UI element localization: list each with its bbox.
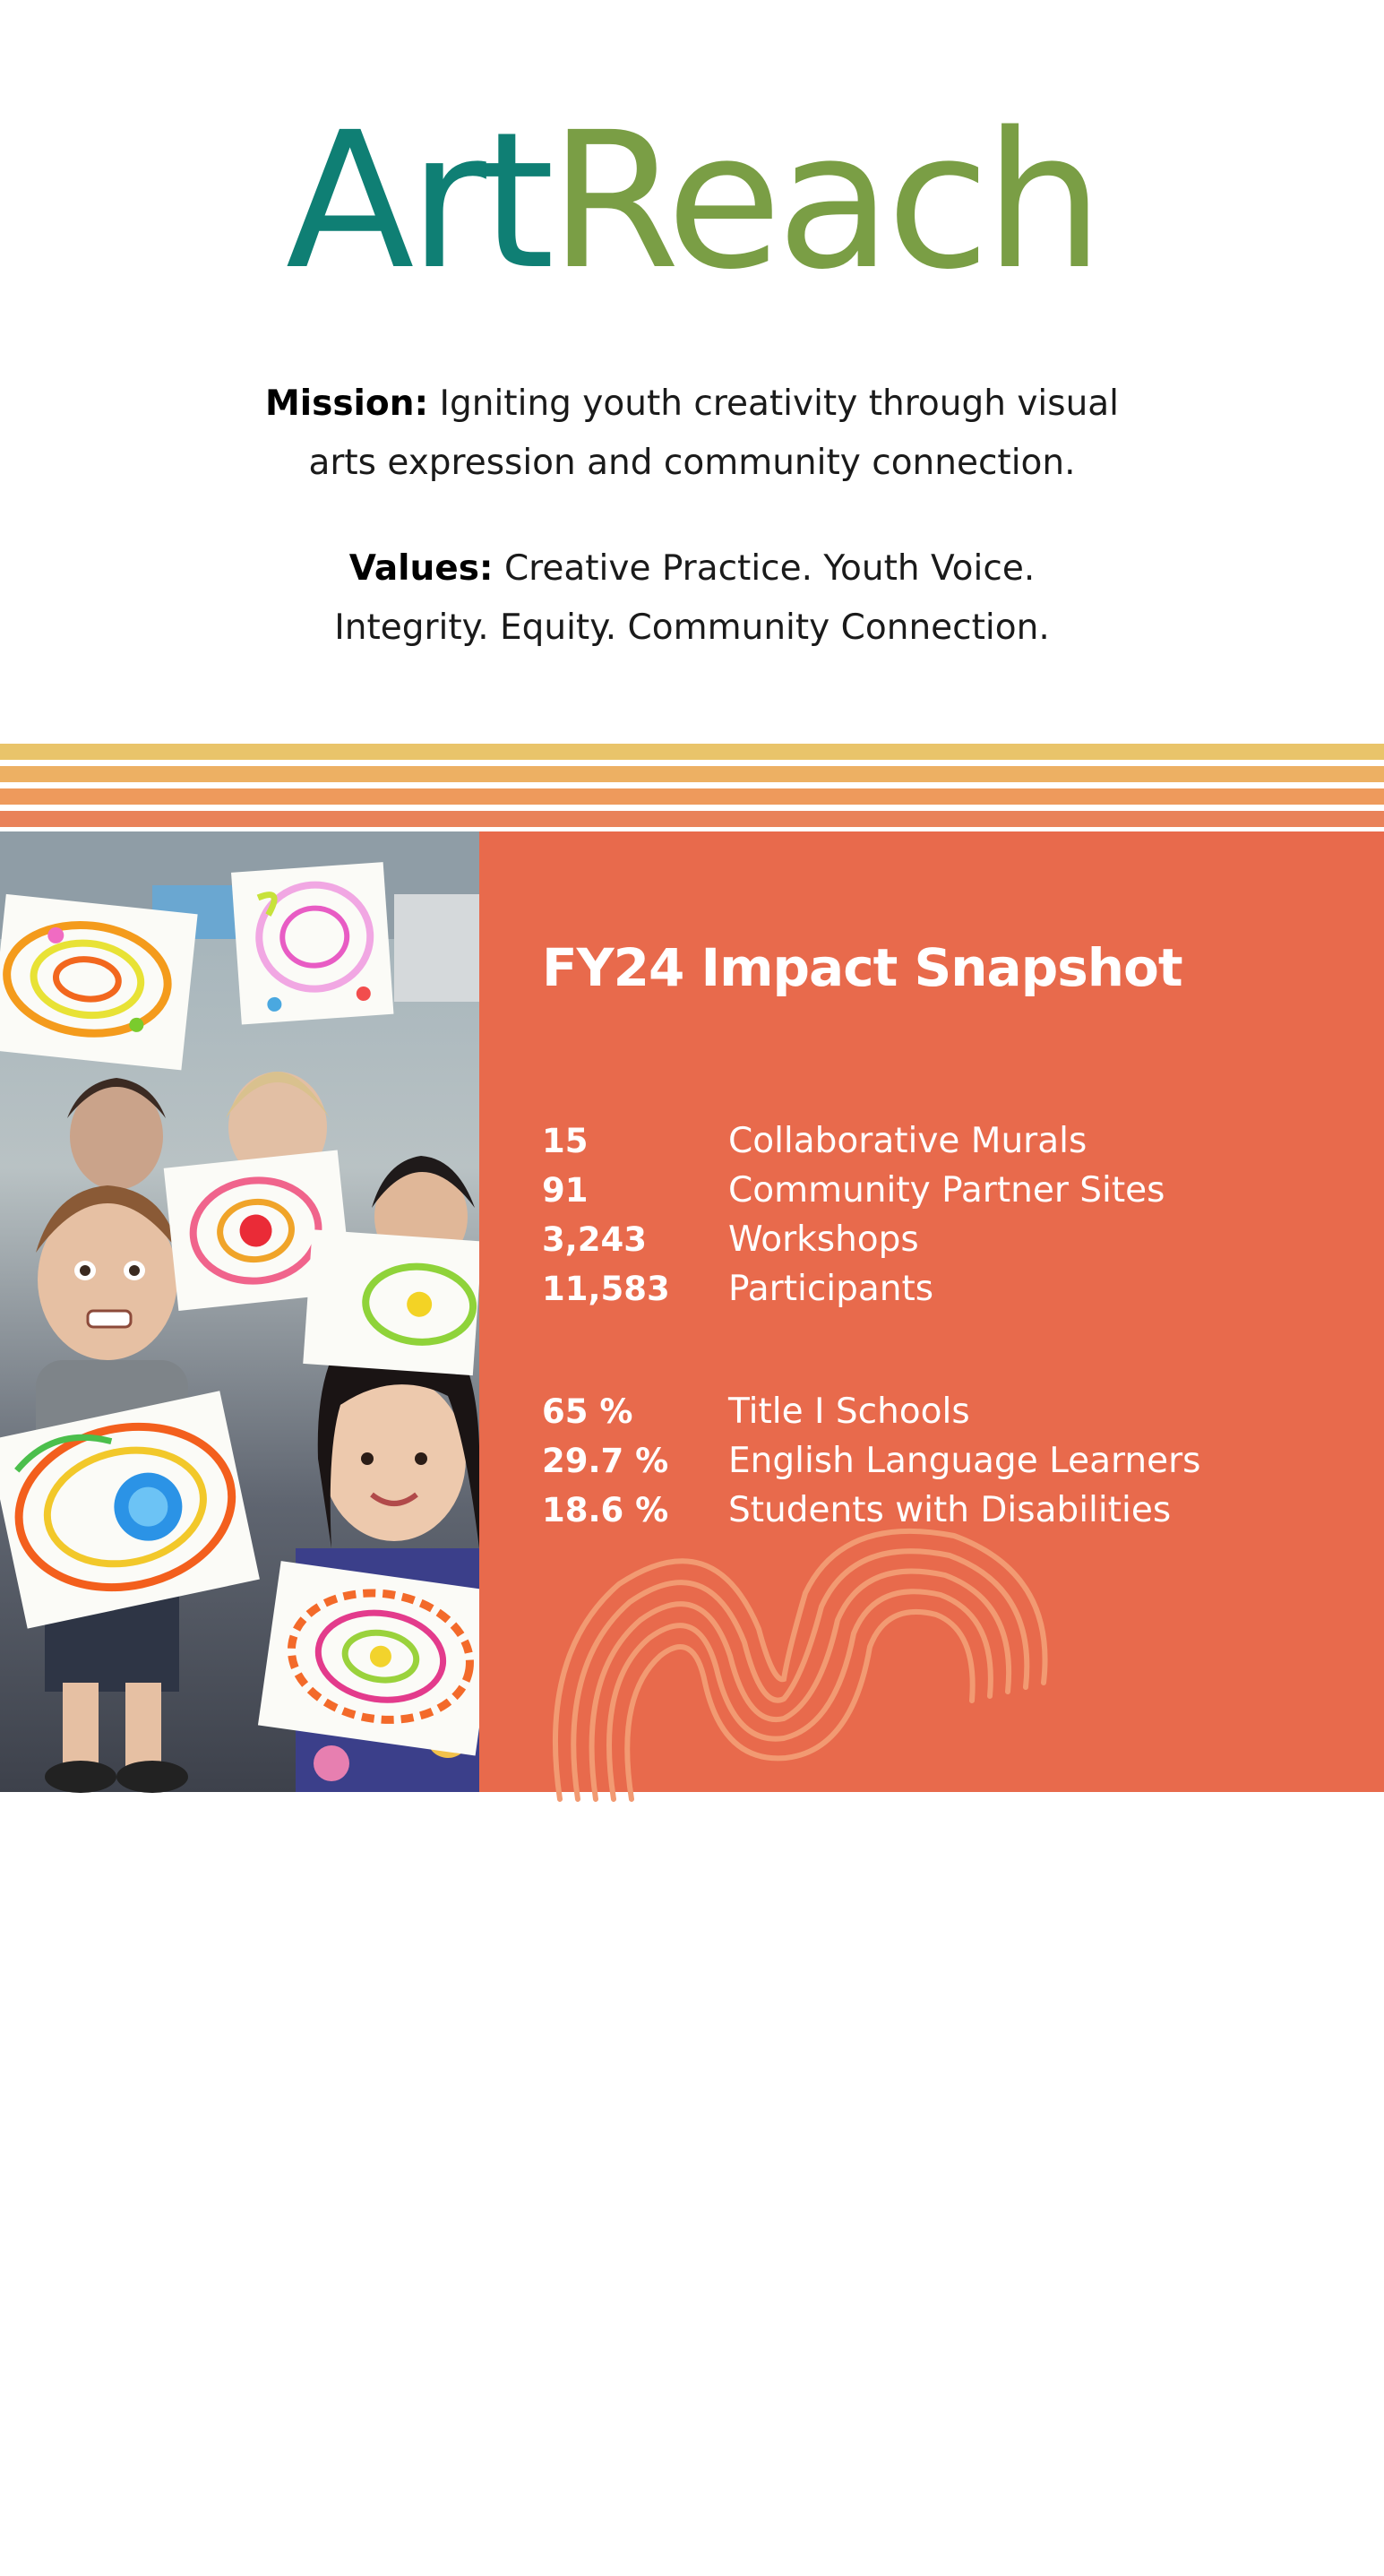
impact-panel <box>479 831 1384 1792</box>
stat-row <box>542 1387 1200 1436</box>
stat-label: English Language Learners <box>728 1441 1201 1481</box>
impact-title: FY24 Impact Snapshot <box>542 937 1182 998</box>
stat-value: 65 % <box>542 1392 633 1431</box>
stat-row <box>542 1215 1165 1264</box>
stat-label: Workshops <box>728 1219 919 1260</box>
children-artwork-photo <box>0 831 479 2576</box>
stat-label: Title I Schools <box>728 1391 970 1432</box>
values-text-1: Creative Practice. Youth Voice. <box>503 548 1036 589</box>
stat-value: 11,583 <box>542 1270 670 1308</box>
stripe-coral <box>0 811 1384 827</box>
stat-row <box>542 1486 1200 1535</box>
stat-label: Participants <box>728 1269 934 1309</box>
stat-value: 29.7 % <box>542 1442 669 1480</box>
mission-label: Mission: <box>264 383 429 424</box>
mission-text-2: arts expression and community connection. <box>308 443 1076 483</box>
mission-statement <box>0 375 1384 493</box>
stat-value: 18.6 % <box>542 1491 669 1529</box>
logo-reach-text: Reach <box>549 91 1099 311</box>
stat-row <box>542 1116 1165 1166</box>
stat-row <box>542 1166 1165 1215</box>
values-statement <box>0 539 1384 658</box>
stripe-light-orange <box>0 766 1384 782</box>
stat-label: Community Partner Sites <box>728 1170 1165 1210</box>
stripe-orange <box>0 788 1384 805</box>
stat-value: 15 <box>542 1122 589 1160</box>
impact-counts <box>542 1116 1165 1314</box>
values-label: Values: <box>348 548 494 589</box>
stat-row <box>542 1436 1200 1486</box>
values-text-2: Integrity. Equity. Community Connection. <box>334 607 1050 648</box>
mission-line-1 <box>0 375 1384 434</box>
stat-value: 3,243 <box>542 1220 648 1259</box>
stripe-yellow <box>0 744 1384 760</box>
mission-text-1: Igniting youth creativity through visual <box>439 383 1120 424</box>
stat-value: 91 <box>542 1171 589 1210</box>
values-line-1 <box>0 539 1384 599</box>
artreach-logo <box>0 91 1384 311</box>
stat-row <box>542 1264 1165 1314</box>
page-number: 3 <box>59 2554 73 2576</box>
logo-art-text: Art <box>285 91 550 311</box>
stat-label: Students with Disabilities <box>728 1490 1172 1530</box>
stat-label: Collaborative Murals <box>728 1121 1087 1161</box>
impact-demographics <box>542 1387 1200 1535</box>
